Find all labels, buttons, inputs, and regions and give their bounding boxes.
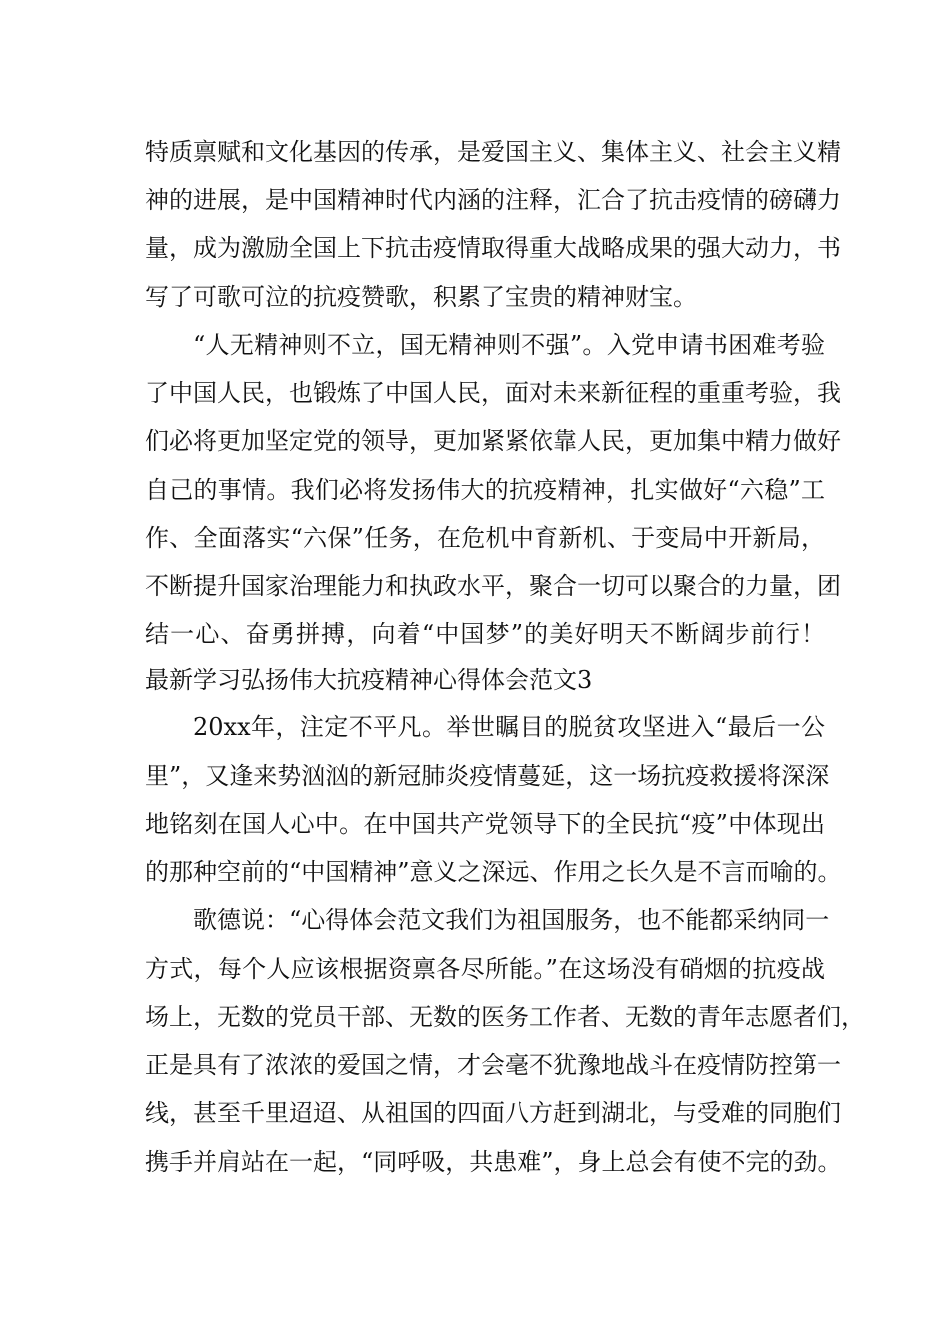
- body-text-line: 量，成为激励全国上下抗击疫情取得重大战略成果的强大动力，书: [145, 234, 841, 262]
- body-text-line: 们必将更加坚定党的领导，更加紧紧依靠人民，更加集中精力做好: [145, 427, 841, 455]
- body-text-line: 神的进展，是中国精神时代内涵的注释，汇合了抗击疫情的磅礴力: [145, 186, 841, 214]
- body-text-line: 里”，又逢来势汹汹的新冠肺炎疫情蔓延，这一场抗疫救援将深深: [145, 762, 830, 790]
- body-text-line: 了中国人民，也锻炼了中国人民，面对未来新征程的重重考验，我: [145, 379, 841, 407]
- body-text-line: 特质禀赋和文化基因的传承，是爱国主义、集体主义、社会主义精: [145, 138, 841, 166]
- paragraph-first-line: 歌德说：“心得体会范文我们为祖国服务，也不能都采纳同一: [193, 906, 830, 934]
- body-text-line: 正是具有了浓浓的爱国之情，才会毫不犹豫地战斗在疫情防控第一: [145, 1051, 841, 1079]
- body-text-line: 场上，无数的党员干部、无数的医务工作者、无数的青年志愿者们，: [145, 1003, 865, 1031]
- body-text-line: 结一心、奋勇拼搏，向着“中国梦”的美好明天不断阔步前行！: [145, 620, 825, 648]
- body-text-line: 方式，每个人应该根据资禀各尽所能。”在这场没有硝烟的抗疫战: [145, 955, 825, 983]
- body-text-line: 不断提升国家治理能力和执政水平，聚合一切可以聚合的力量，团: [145, 572, 841, 600]
- paragraph-first-line: “人无精神则不立，国无精神则不强”。入党申请书困难考验: [193, 331, 825, 359]
- body-text-line: 的那种空前的“中国精神”意义之深远、作用之长久是不言而喻的。: [145, 858, 842, 886]
- body-text-line: 携手并肩站在一起，“同呼吸，共患难”，身上总会有使不完的劲。: [145, 1148, 842, 1176]
- body-text-line: 地铭刻在国人心中。在中国共产党领导下的全民抗“疫”中体现出: [145, 810, 825, 838]
- body-text-line: 线，甚至千里迢迢、从祖国的四面八方赶到湖北，与受难的同胞们: [145, 1099, 841, 1127]
- body-text-line: 作、全面落实“六保”任务，在危机中育新机、于变局中开新局，: [145, 524, 825, 552]
- body-text-line: 自己的事情。我们必将发扬伟大的抗疫精神，扎实做好“六稳”工: [145, 476, 825, 504]
- section-heading: 最新学习弘扬伟大抗疫精神心得体会范文3: [145, 666, 593, 694]
- paragraph-first-line: 20xx年，注定不平凡。举世瞩目的脱贫攻坚进入“最后一公: [193, 713, 825, 741]
- body-text-line: 写了可歌可泣的抗疫赞歌，积累了宝贵的精神财宝。: [145, 283, 697, 311]
